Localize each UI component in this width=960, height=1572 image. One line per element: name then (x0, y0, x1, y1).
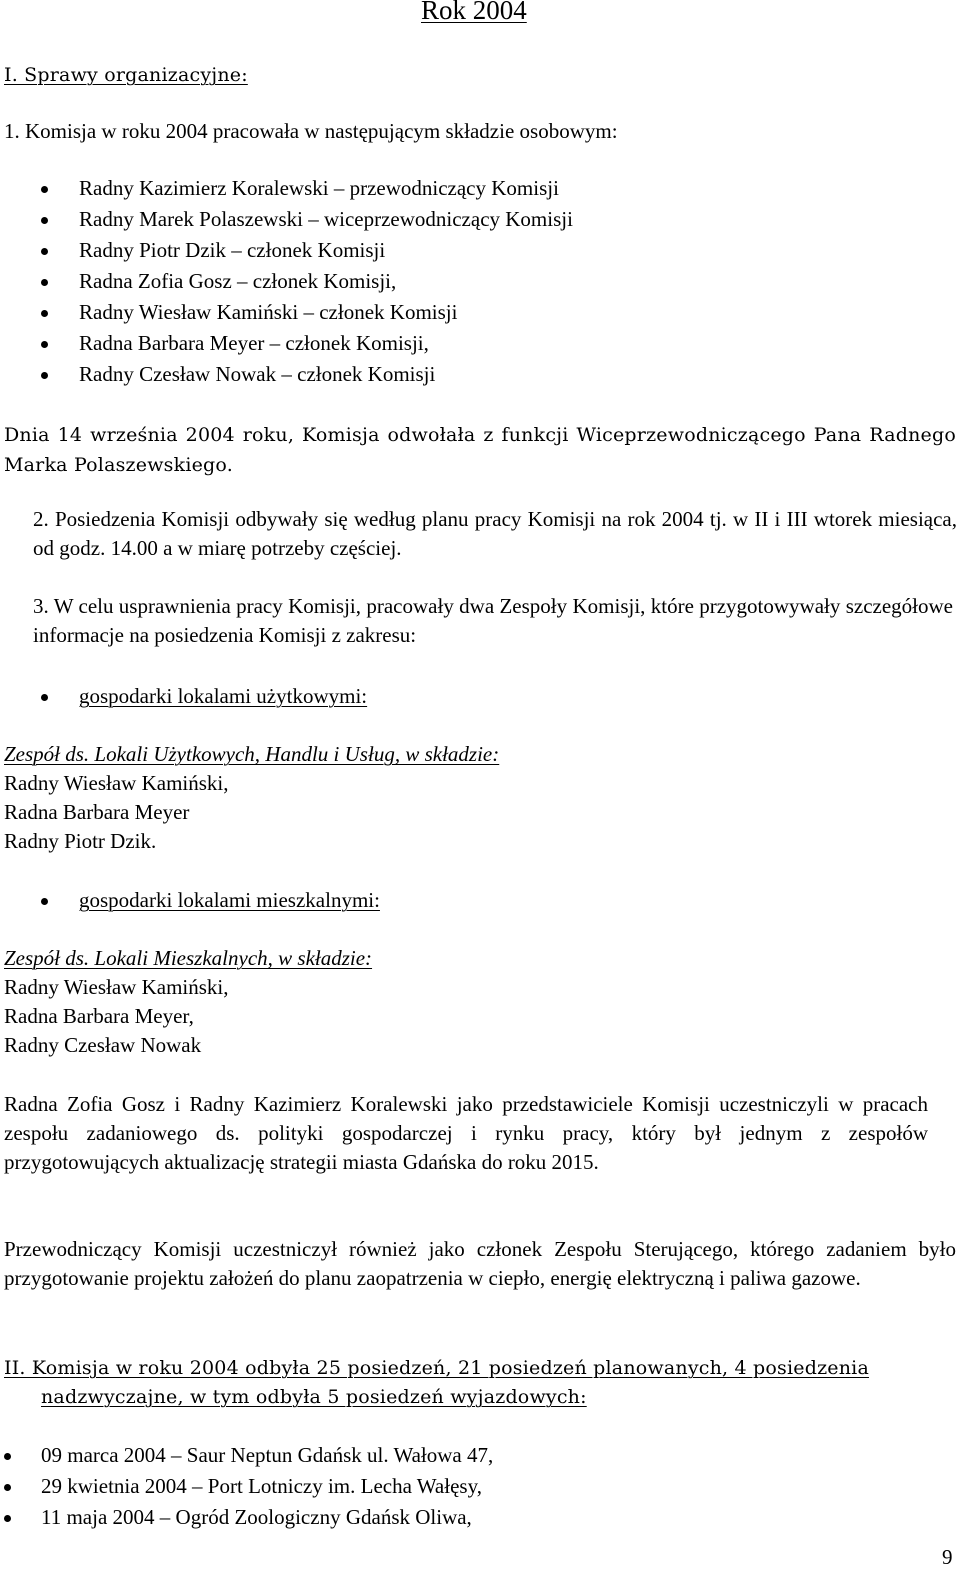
team-1-member: Radny Wiesław Kamiński, (4, 771, 229, 795)
dismissal-note: Dnia 14 września 2004 roku, Komisja odwołała z funkcji Wiceprzewodniczącego Pana Radnego Marka Polaszewskiego. (4, 424, 956, 476)
steering-paragraph: Przewodniczący Komisji uczestniczył również jako członek Zespołu Sterującego, którego zadaniem było przygotowanie projektu założeń do planu zaopatrzenia w ciepło, energię elektryczną i paliwa gazowe. (4, 1237, 956, 1290)
bullet-icon (4, 1484, 11, 1491)
team-2-member: Radna Barbara Meyer, (4, 1004, 194, 1028)
team-2-member: Radny Czesław Nowak (4, 1033, 202, 1057)
bullet-icon (41, 372, 48, 379)
visit-label: 09 marca 2004 – Saur Neptun Gdańsk ul. Wałowa 47, (41, 1443, 494, 1467)
team-1-member: Radna Barbara Meyer (4, 800, 190, 824)
member-label: Radny Marek Polaszewski – wiceprzewodniczący Komisji (79, 207, 573, 231)
item-3-text: 3. W celu usprawnienia pracy Komisji, pracowały dwa Zespoły Komisji, które przygotowywały szczegółowe informacje na posiedzenia Komisji z zakresu: (33, 594, 953, 647)
item-1-intro: 1. Komisja w roku 2004 pracowała w następującym składzie osobowym: (4, 119, 618, 143)
bullet-icon (41, 898, 48, 905)
bullet-icon (41, 248, 48, 255)
member-label: Radny Wiesław Kamiński – członek Komisji (79, 300, 458, 324)
topic-label: gospodarki lokalami użytkowymi: (79, 684, 368, 708)
team-2-member: Radny Wiesław Kamiński, (4, 975, 229, 999)
bullet-icon (41, 279, 48, 286)
section-2-title-line-2: nadzwyczajne, w tym odbyła 5 posiedzeń wyjazdowych: (41, 1386, 587, 1408)
section-2-title-line-1: II. Komisja w roku 2004 odbyła 25 posiedzeń, 21 posiedzeń planowanych, 4 posiedzenia (4, 1357, 869, 1379)
visit-label: 29 kwietnia 2004 – Port Lotniczy im. Lecha Wałęsy, (41, 1474, 482, 1498)
year-title: Rok 2004 (421, 0, 527, 25)
team-1-title: Zespół ds. Lokali Użytkowych, Handlu i Usług, w składzie: (4, 742, 500, 766)
bullet-icon (41, 186, 48, 193)
member-label: Radna Zofia Gosz – członek Komisji, (79, 269, 397, 293)
page-number: 9 (942, 1545, 953, 1569)
section-1-title: I. Sprawy organizacyjne: (4, 64, 248, 86)
team-1-member: Radny Piotr Dzik. (4, 829, 157, 853)
topic-label: gospodarki lokalami mieszkalnymi: (79, 888, 380, 912)
bullet-icon (41, 310, 48, 317)
member-label: Radny Piotr Dzik – członek Komisji (79, 238, 386, 262)
item-2-text: 2. Posiedzenia Komisji odbywały się według planu pracy Komisji na rok 2004 tj. w II i III wtorek miesiąca, od godz. 14.00 a w miarę potrzeby częściej. (33, 507, 957, 560)
member-label: Radny Czesław Nowak – członek Komisji (79, 362, 436, 386)
bullet-icon (41, 217, 48, 224)
visit-label: 11 maja 2004 – Ogród Zoologiczny Gdańsk Oliwa, (41, 1505, 472, 1529)
task-team-paragraph: Radna Zofia Gosz i Radny Kazimierz Koralewski jako przedstawiciele Komisji uczestniczyli w pracach zespołu zadaniowego ds. polityki gospodarczej i rynku pracy, który był jednym z zespołów przygotowujących aktualizację strategii miasta Gdańska do roku 2015. (4, 1092, 928, 1174)
bullet-icon (4, 1453, 11, 1460)
bullet-icon (41, 694, 48, 701)
bullet-icon (4, 1515, 11, 1522)
member-label: Radny Kazimierz Koralewski – przewodniczący Komisji (79, 176, 559, 200)
team-2-title: Zespół ds. Lokali Mieszkalnych, w składzie: (4, 946, 373, 970)
member-label: Radna Barbara Meyer – członek Komisji, (79, 331, 429, 355)
bullet-icon (41, 341, 48, 348)
